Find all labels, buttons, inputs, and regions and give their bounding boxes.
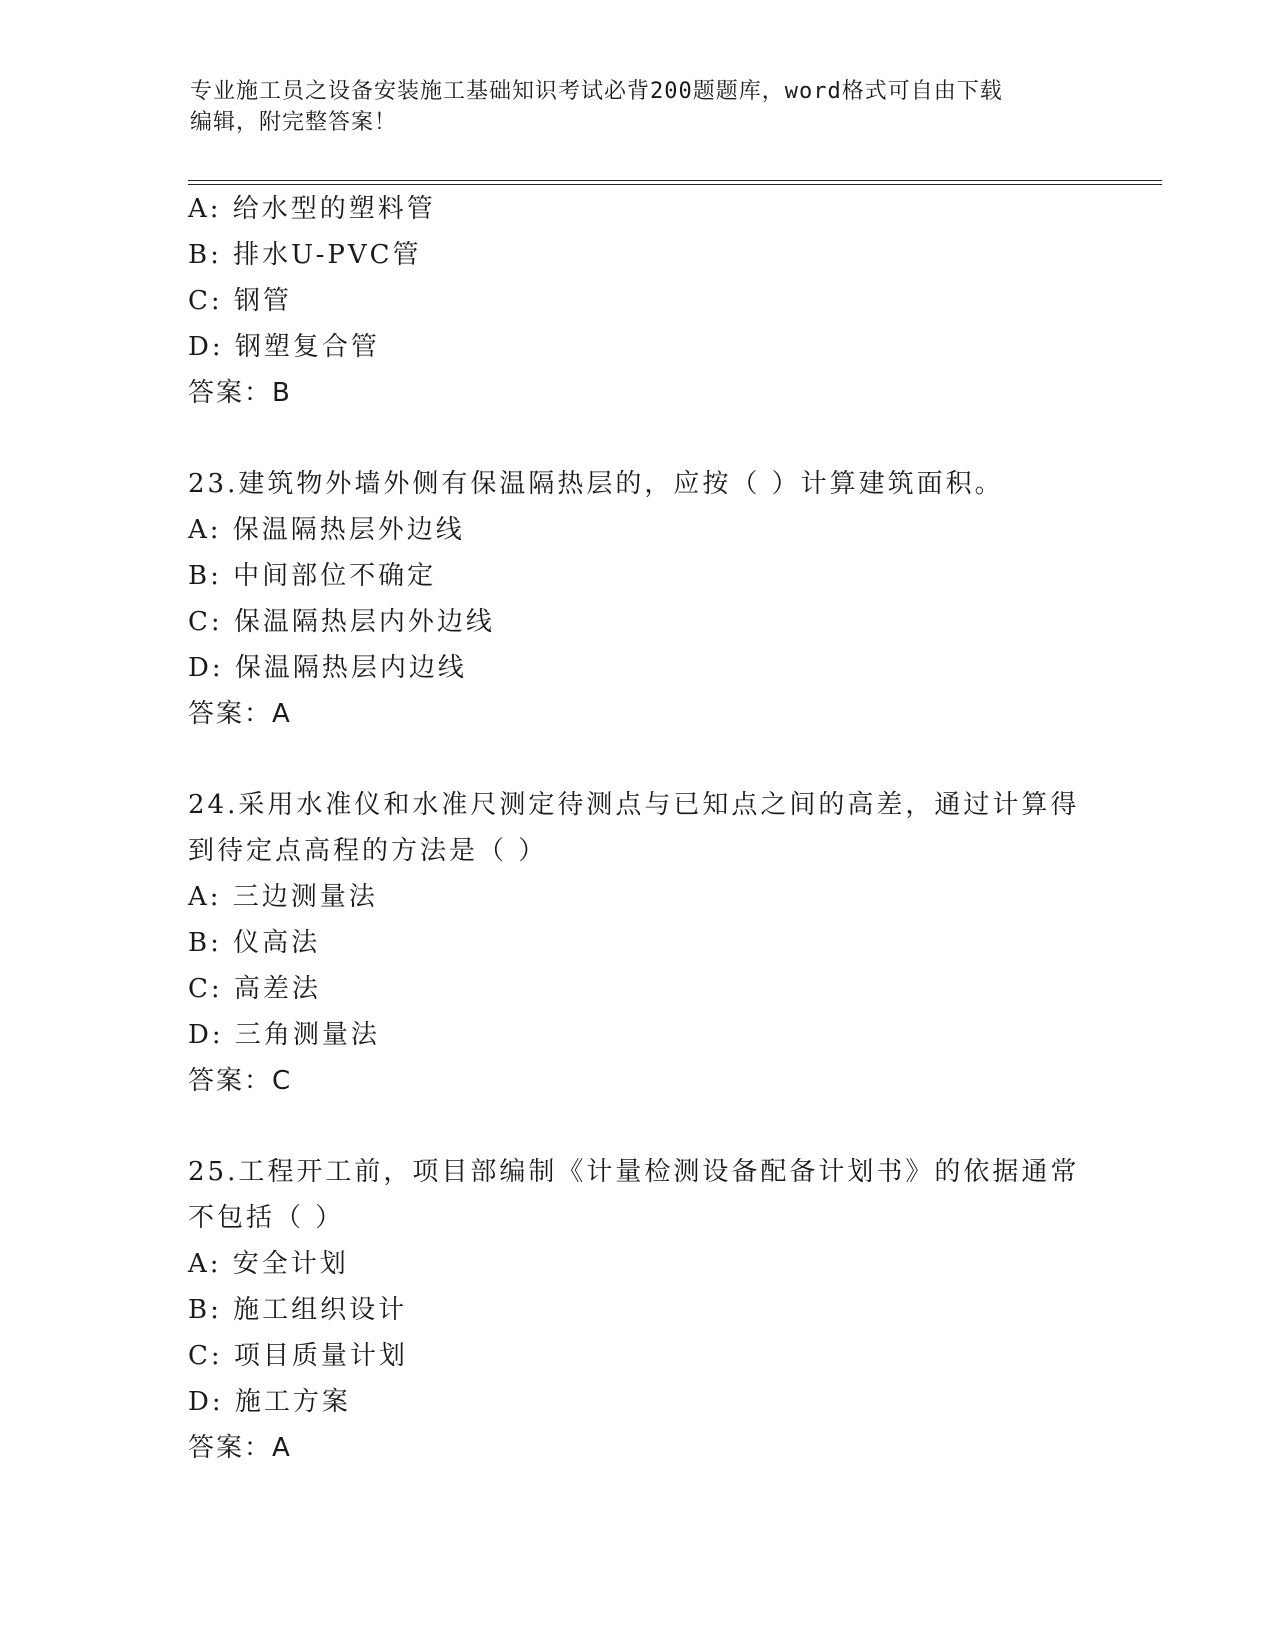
answer: 答案：A	[188, 1433, 292, 1463]
question-25	[188, 1149, 1088, 1471]
option-b: B: 中间部位不确定	[188, 561, 437, 591]
document-header	[190, 76, 1090, 138]
answer: 答案：C	[188, 1066, 293, 1096]
option-a: A: 保温隔热层外边线	[188, 515, 465, 545]
option-c: C: 项目质量计划	[188, 1341, 408, 1371]
option-b: B: 排水U-PVC管	[188, 240, 422, 270]
option-c: C: 钢管	[188, 286, 292, 316]
option-b: B: 仪高法	[188, 928, 321, 958]
question-24	[188, 782, 1088, 1104]
option-c: C: 高差法	[188, 974, 321, 1004]
question-stem: 23.建筑物外墙外侧有保温隔热层的，应按（ ）计算建筑面积。	[188, 469, 1004, 499]
question-stem-continued: 不包括（ ）	[188, 1203, 345, 1233]
option-a: A: 给水型的塑料管	[188, 194, 436, 224]
question-23	[188, 461, 1088, 737]
option-d: D: 保温隔热层内边线	[188, 653, 467, 683]
question-22-tail	[188, 186, 1088, 416]
option-a: A: 三边测量法	[188, 882, 378, 912]
option-d: D: 施工方案	[188, 1387, 351, 1417]
option-c: C: 保温隔热层内外边线	[188, 607, 495, 637]
question-stem: 25.工程开工前，项目部编制《计量检测设备配备计划书》的依据通常	[188, 1157, 1080, 1187]
question-list	[188, 186, 1088, 1471]
option-a: A: 安全计划	[188, 1249, 349, 1279]
header-line-2: 编辑，附完整答案！	[190, 110, 398, 135]
option-d: D: 三角测量法	[188, 1020, 380, 1050]
header-divider-top	[188, 180, 1162, 181]
answer: 答案：B	[188, 378, 292, 408]
answer: 答案：A	[188, 699, 292, 729]
option-b: B: 施工组织设计	[188, 1295, 408, 1325]
option-d: D: 钢塑复合管	[188, 332, 380, 362]
header-divider-bottom	[188, 184, 1162, 185]
question-stem-continued: 到待定点高程的方法是（ ）	[188, 836, 548, 866]
question-stem: 24.采用水准仪和水准尺测定待测点与已知点之间的高差，通过计算得	[188, 790, 1080, 820]
header-line-1: 专业施工员之设备安装施工基础知识考试必背200题题库，word格式可自由下载	[190, 79, 1003, 104]
